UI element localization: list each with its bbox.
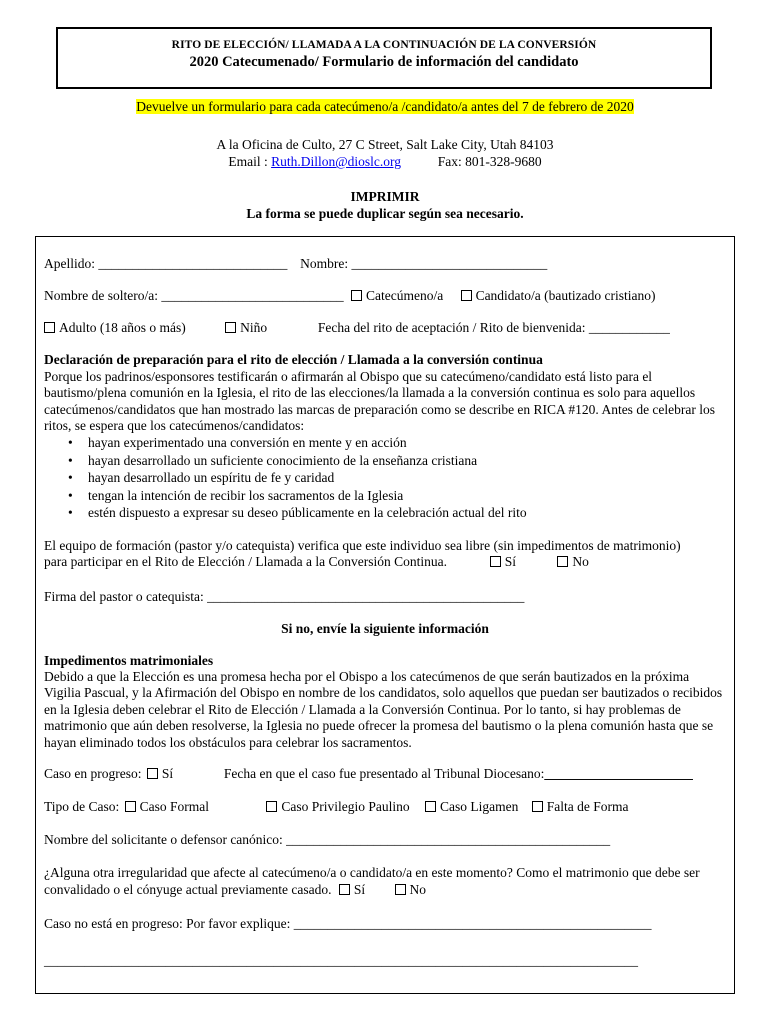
caso-no-field[interactable]: Caso no está en progreso: Por favor explique: _____________________________________________________ [44,916,652,931]
solicitante-field[interactable]: Nombre del solicitante o defensor canónico: ________________________________________________ [44,832,611,847]
verify-no-checkbox[interactable] [557,556,568,567]
address: A la Oficina de Culto, 27 C Street, Salt Lake City, Utah 84103 [216,137,554,152]
print-title: IMPRIMIR [350,189,420,204]
irreg-si-checkbox[interactable] [339,884,350,895]
email-label: Email : [228,154,272,169]
list-item: • hayan desarrollado un espíritu de fe y caridad [68,469,724,487]
caso-ligamen-checkbox[interactable] [425,801,436,812]
fax: Fax: 801-328-9680 [437,154,542,169]
falta-forma-checkbox[interactable] [532,801,543,812]
irreg-no-label: No [409,882,427,897]
verify-line-2 [44,554,589,570]
impedimentos-title: Impedimentos matrimoniales [44,653,214,668]
tipo-caso-label: Tipo de Caso: [44,799,120,814]
irregularidad-line-2 [44,882,426,898]
list-item: • hayan desarrollado un suficiente conocimiento de la enseñanza cristiana [68,452,724,470]
caso-si-label: Sí [161,766,174,781]
print-subtitle: La forma se puede duplicar según sea necesario. [246,206,524,221]
caso-ligamen-label: Caso Ligamen [440,799,519,814]
explain-line[interactable]: ________________________________________________________________________________________ [44,953,638,968]
email-link[interactable]: Ruth.Dillon@dioslc.org [271,154,402,169]
caso-privilegio-label: Caso Privilegio Paulino [281,799,410,814]
irreg-no-checkbox[interactable] [395,884,406,895]
nino-label: Niño [240,320,268,335]
tipo-caso-row [44,799,628,815]
caso-progreso-row [44,766,693,782]
caso-si-checkbox[interactable] [147,768,158,779]
verify-line-1: El equipo de formación (pastor y/o catequista) verifica que este individuo sea libre (sin impedimentos de matrimonio) [44,538,681,553]
status-row [44,288,656,304]
si-no-heading: Si no, envíe la siguiente información [281,621,489,636]
age-row [44,320,670,336]
adulto-label: Adulto (18 años o más) [59,320,186,335]
catecumeno-label: Catecúmeno/a [365,288,444,303]
header-box [56,27,712,89]
catecumeno-checkbox[interactable] [351,290,362,301]
soltero-field[interactable]: Nombre de soltero/a: ___________________________ [44,288,344,303]
header-title: RITO DE ELECCIÓN/ LLAMADA A LA CONTINUACIÓN DE LA CONVERSIÓN [171,39,597,51]
list-item: • tengan la intención de recibir los sacramentos de la Iglesia [68,487,724,505]
firma-field[interactable]: Firma del pastor o catequista: _______________________________________________ [44,589,525,604]
caso-formal-checkbox[interactable] [125,801,136,812]
apellido-field[interactable]: Apellido: ____________________________ [44,256,288,271]
irregularidad-line-1: ¿Alguna otra irregularidad que afecte al catecúmeno/a o candidato/a en este momento? Como el matrimonio que debe ser [44,865,700,880]
impedimentos-text: Debido a que la Elección es una promesa hecha por el Obispo a los catecúmenos de que serán bautizados en la próxima Vigilia Pascual, y la Afirmación del Obispo en nombre de los candidatos, solo aquellos que puedan ser bautizados o recibidos en la Iglesia deben celebrar el Rito de Elección / Llamada a la Conversión Continua. Por lo tanto, si hay problemas de matrimonio que aún deben resolverse, la Iglesia no puede ofrecer la promesa del bautismo o la plena comunión hasta que se hayan eliminado todos los obstáculos para celebrar los sacramentos. [44,669,723,750]
verify-text: para participar en el Rito de Elección / Llamada a la Conversión Continua. [44,554,447,569]
nombre-field[interactable]: Nombre: _____________________________ [300,256,548,271]
fecha-rito-field[interactable]: Fecha del rito de aceptación / Rito de bienvenida: ____________ [317,320,670,335]
candidato-checkbox[interactable] [461,290,472,301]
falta-forma-label: Falta de Forma [546,799,629,814]
caso-privilegio-checkbox[interactable] [266,801,277,812]
nino-checkbox[interactable] [225,322,236,333]
declaration-title: Declaración de preparación para el rito de elección / Llamada a la conversión continua [44,352,543,367]
verify-si-label: Sí [504,554,516,569]
irreg-si-label: Sí [353,882,366,897]
verify-si-checkbox[interactable] [490,556,501,567]
caso-progreso-label: Caso en progreso: [44,766,142,781]
irregularidad-text: convalidado o el cónyuge actual previamente casado. [44,882,332,897]
verify-no-label: No [572,554,589,569]
list-item: • estén dispuesto a expresar su deseo públicamente en la celebración actual del rito [68,504,724,522]
declaration-text: Porque los padrinos/esponsores testificarán o afirmarán al Obispo que su catecúmeno/candidato está listo para el bautismo/plena comunión en la Iglesia, el rito de las elecciones/la llamada a la conversión continua es solo para aquellos catecúmenos/candidatos que han mostrado las marcas de preparación como se describe en RICA #120. Antes de celebrar los ritos, se espera que los catecúmenos/candidatos: [44,369,716,434]
adulto-checkbox[interactable] [44,322,55,333]
deadline-notice [0,99,770,115]
header-subtitle: 2020 Catecumenado/ Formulario de información del candidato [189,54,579,70]
list-item: • hayan experimentado una conversión en mente y en acción [68,434,724,452]
contact-line [0,154,770,170]
deadline-text: Devuelve un formulario para cada catecúmeno/a /candidato/a antes del 7 de febrero de 2020 [136,99,634,114]
caso-formal-label: Caso Formal [139,799,210,814]
candidato-label: Candidato/a (bautizado cristiano) [475,288,656,303]
fecha-caso-label: Fecha en que el caso fue presentado al Tribunal Diocesano: [223,766,545,781]
name-row [44,256,547,272]
requirements-list [44,434,724,522]
fecha-caso-field[interactable]: ______________________ [544,766,693,781]
